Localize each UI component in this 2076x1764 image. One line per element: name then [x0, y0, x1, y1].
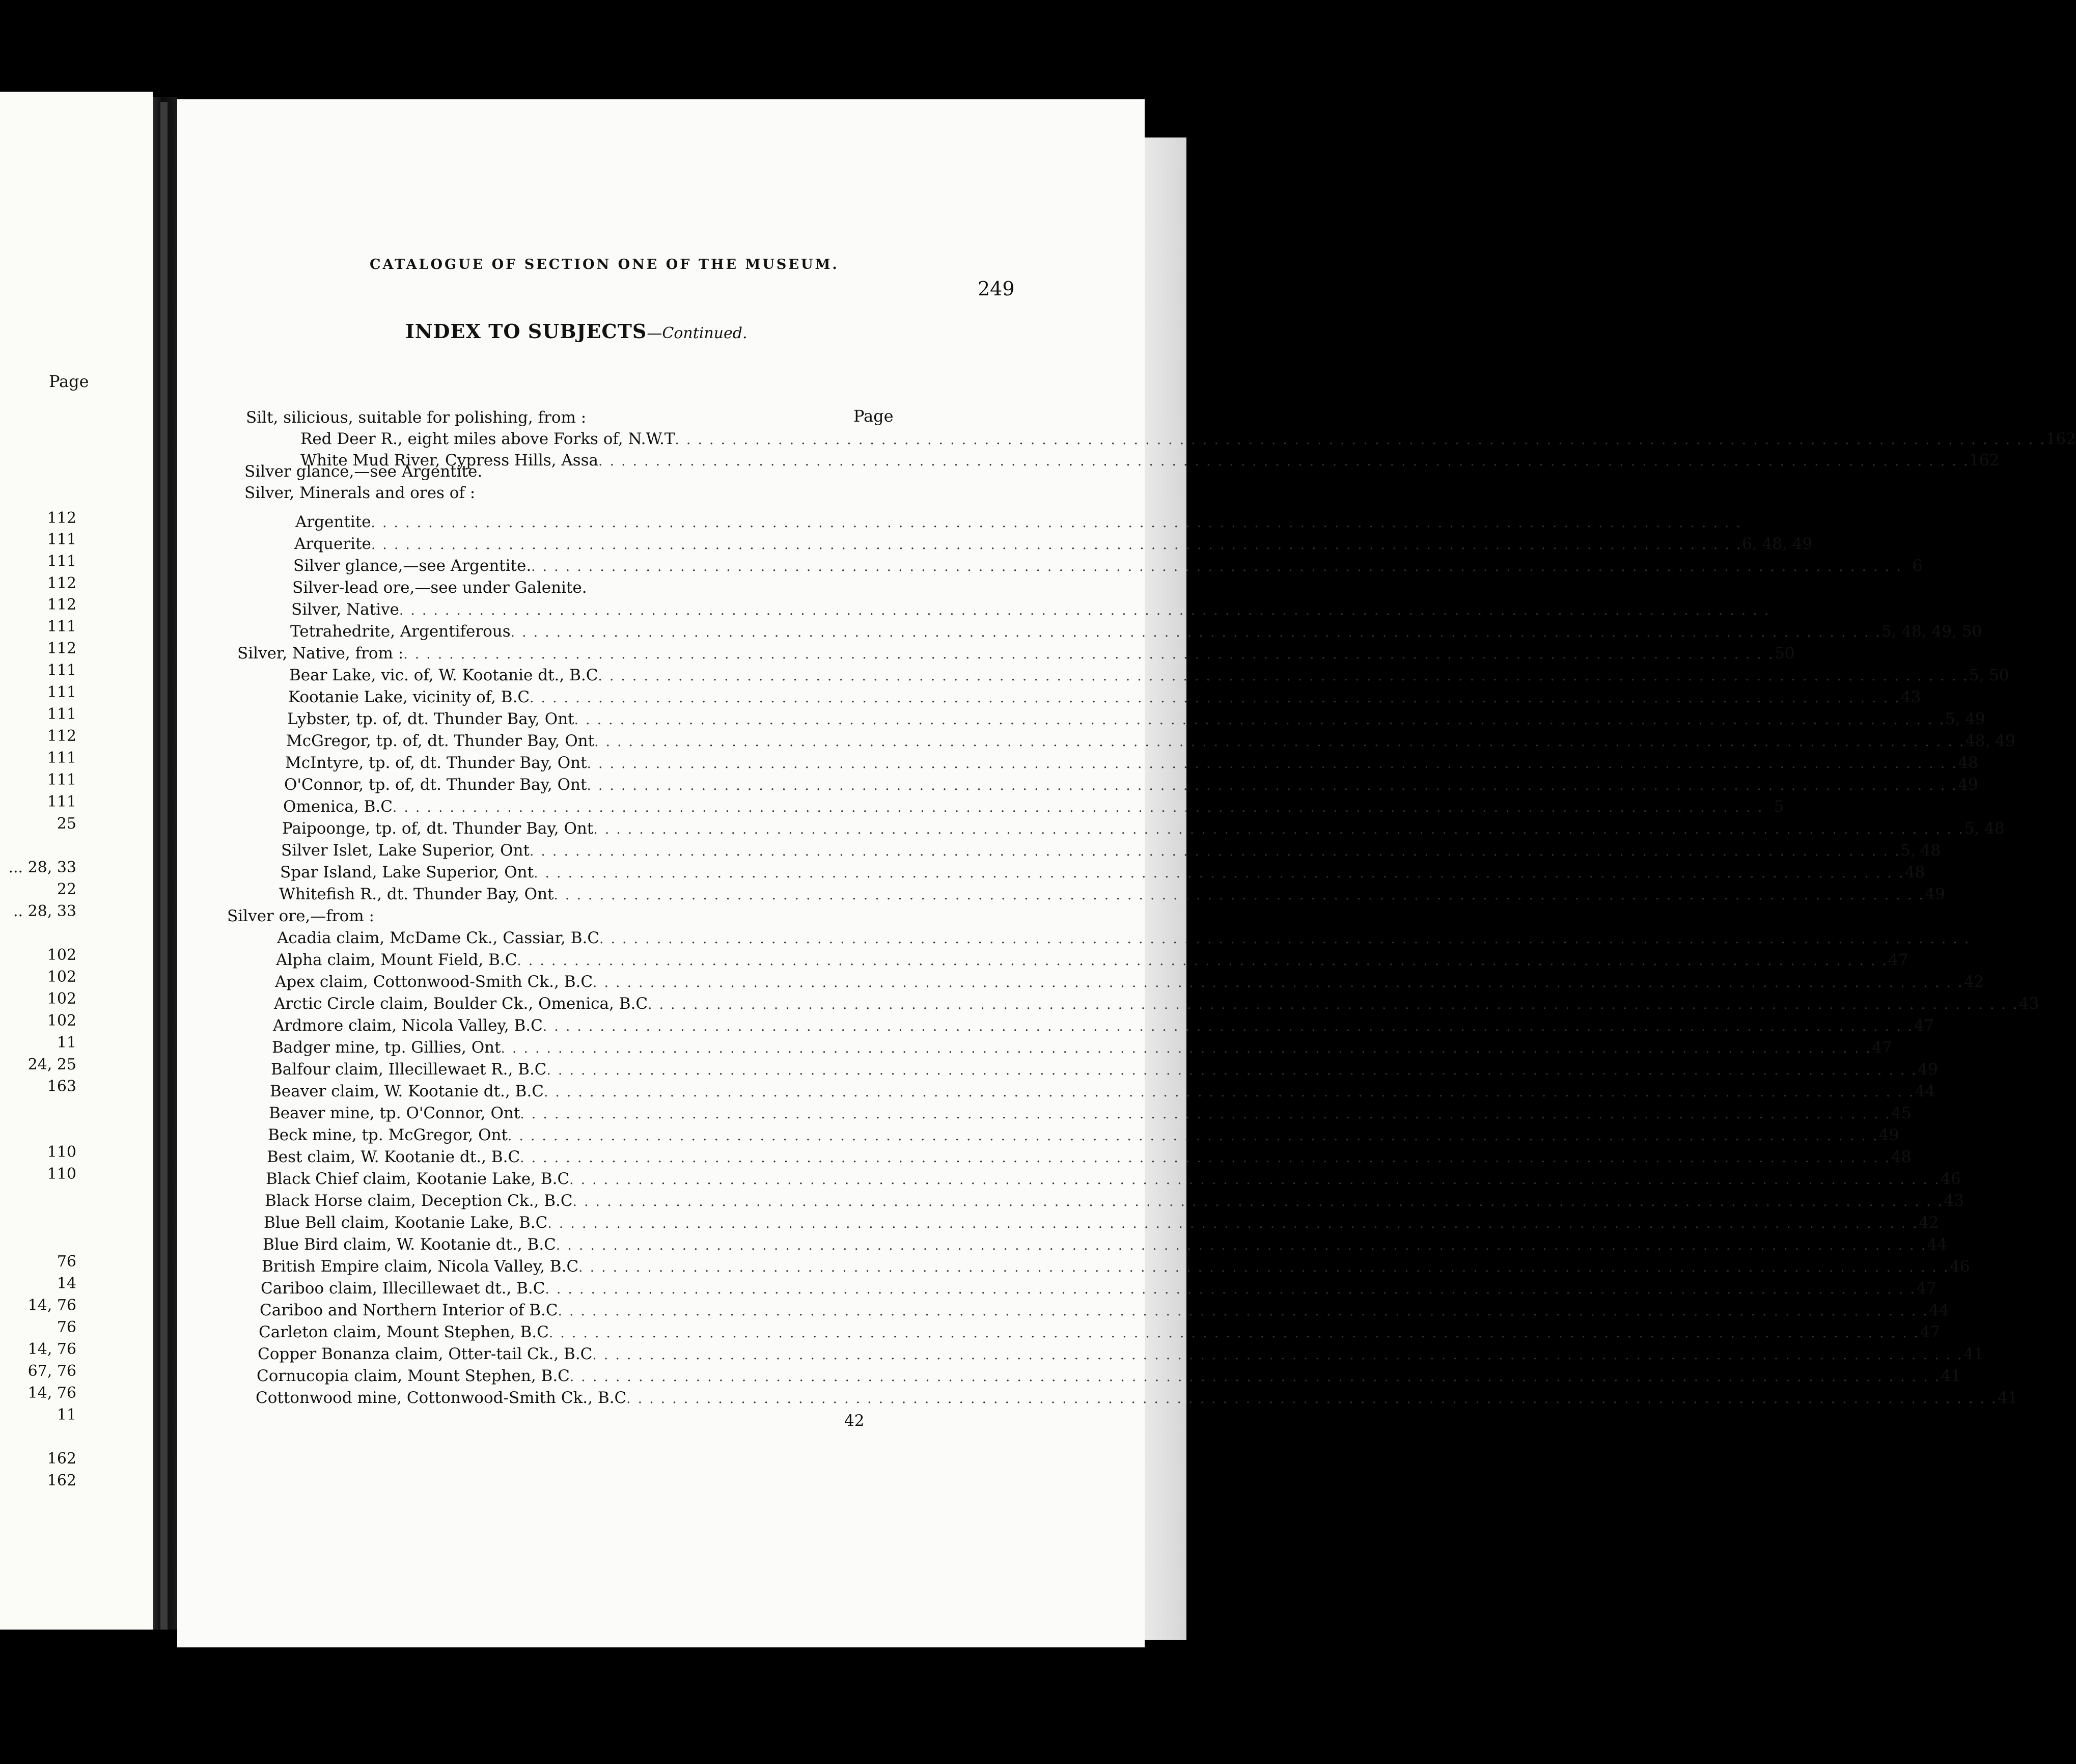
index-entry [262, 1256, 1970, 1277]
left-page-number: ... 28, 33 [8, 859, 76, 876]
trailing-page-number: 42 [844, 1412, 865, 1430]
left-page-number: 111 [47, 662, 76, 679]
left-page-number: 111 [47, 618, 76, 636]
leader-dots: . . . . . . . . . . . . . . . . . . . . . . . . . . . . . . . . . . . . . . . . . . . . . . . . . . . . . . . . . . . . . . . . . . . . . . . . . . . . . . . . . . . . . . . . . . . . . . . . . . . . . . . . . . . . . . . . . . . . . . . . [531, 559, 1902, 574]
entry-text: Cornucopia claim, Mount Stephen, B.C [257, 1367, 570, 1385]
left-page-number: 14, 76 [27, 1384, 76, 1402]
entry-text: Badger mine, tp. Gillies, Ont [272, 1038, 501, 1057]
left-page-number: 163 [47, 1078, 76, 1095]
entry-page-ref: 45 [1891, 1104, 1912, 1122]
entry-page-ref: 5, 48, 49, 50 [1881, 622, 1982, 641]
left-page-number: 102 [47, 1012, 76, 1030]
left-page-number: 14, 76 [27, 1297, 76, 1314]
entry-text: Black Horse claim, Deception Ck., B.C [265, 1192, 573, 1210]
leader-dots: . . . . . . . . . . . . . . . . . . . . . . . . . . . . . . . . . . . . . . . . . . . . . . . . . . . . . . . . . . . . . . . . . . . . . . . . . . . . . . . . . . . . . . . . . . . . . . . . . . . . . . . . . . . . . . . . . . . . . . . . [626, 1391, 1998, 1407]
entry-text: Silver glance,—see Argentite. [244, 462, 483, 481]
index-entry [292, 577, 852, 598]
leader-dots: . . . . . . . . . . . . . . . . . . . . . . . . . . . . . . . . . . . . . . . . . . . . . . . . . . . . . . . . . . . . . . . . . . . . . . . . . . . . . . . . . . . . . . . . . . . . . . . . . . . . . . . . . . . . . . . . . . . . . . . . [572, 1194, 1944, 1209]
index-entry [287, 709, 1985, 729]
leader-dots: . . . . . . . . . . . . . . . . . . . . . . . . . . . . . . . . . . . . . . . . . . . . . . . . . . . . . . . . . . . . . . . . . . . . . . . . . . . . . . . . . . . . . . . . . . . . . . . . . . . . . . . . . . . . . . . . . . . . . . . . [510, 625, 1881, 640]
index-entry [277, 928, 1971, 948]
index-entry [244, 461, 805, 482]
left-page-number: 111 [47, 683, 76, 701]
entry-text: Beaver claim, W. Kootanie dt., B.C [270, 1082, 544, 1100]
entry-text: Beck mine, tp. McGregor, Ont [268, 1126, 508, 1144]
left-page-number: 111 [47, 749, 76, 767]
left-page-number: 102 [47, 990, 76, 1008]
entry-text: McGregor, tp. of, dt. Thunder Bay, Ont [286, 732, 595, 750]
leader-dots: . . . . . . . . . . . . . . . . . . . . . . . . . . . . . . . . . . . . . . . . . . . . . . . . . . . . . . . . . . . . . . . . . . . . . . . . . . . . . . . . . . . . . . . . . . . . . . . . . . . . . . . . . . . . . . . . . . . . . . . . [530, 691, 1901, 706]
entry-text: Omenica, B.C [283, 797, 393, 816]
left-page-number: 112 [47, 596, 76, 614]
left-page-number: 111 [47, 771, 76, 789]
leader-dots: . . . . . . . . . . . . . . . . . . . . . . . . . . . . . . . . . . . . . . . . . . . . . . . . . . . . . . . . . . . . . . . . . . . . . . . . . . . . . . . . . . . . . . . . . . . . . . . . . . . . . . . . . . . . . . . . . . . . . . . . [587, 756, 1958, 771]
index-entry [265, 1191, 1964, 1211]
leader-dots: . . . . . . . . . . . . . . . . . . . . . . . . . . . . . . . . . . . . . . . . . . . . . . . . . . . . . . . . . . . . . . . . . . . . . . . . . . . . . . . . . . . . . . . . . . . . . . . . . . . . . . . . . . . . . . . . . . . . . . . . [598, 454, 1970, 469]
entry-text: Lybster, tp. of, dt. Thunder Bay, Ont [287, 710, 574, 728]
left-facing-page [0, 92, 153, 1630]
index-entry [257, 1366, 1961, 1386]
entry-page-ref: 46 [1949, 1257, 1970, 1276]
entry-text: White Mud River, Cypress Hills, Assa [300, 451, 599, 470]
leader-dots: . . . . . . . . . . . . . . . . . . . . . . . . . . . . . . . . . . . . . . . . . . . . . . . . . . . . . . . . . . . . . . . . . . . . . . . . . . . . . . . . . . . . . . . . . . . . . . . . . . . . . . . . . . . . . . . . . . . . . . . . [392, 800, 1764, 815]
left-page-number: 112 [47, 640, 76, 657]
entry-page-ref: 6 [1912, 557, 1923, 575]
index-entry [263, 1234, 1948, 1255]
leader-dots: . . . . . . . . . . . . . . . . . . . . . . . . . . . . . . . . . . . . . . . . . . . . . . . . . . . . . . . . . . . . . . . . . . . . . . . . . . . . . . . . . . . . . . . . . . . . . . . . . . . . . . . . . . . . . . . . . . . . . . . . [592, 1347, 1963, 1363]
entry-text: McIntyre, tp. of, dt. Thunder Bay, Ont [285, 754, 587, 772]
entry-page-ref: 44 [1915, 1082, 1935, 1100]
entry-page-ref: 44 [1929, 1301, 1949, 1319]
index-entry [244, 483, 805, 503]
index-entry [272, 1037, 1892, 1058]
leader-dots: . . . . . . . . . . . . . . . . . . . . . . . . . . . . . . . . . . . . . . . . . . . . . . . . . . . . . . . . . . . . . . . . . . . . . . . . . . . . . . . . . . . . . . . . . . . . . . . . . . . . . . . . . . . . . . . . . . . . . . . . [558, 1304, 1929, 1319]
entry-page-ref: 41 [1941, 1367, 1961, 1385]
leader-dots: . . . . . . . . . . . . . . . . . . . . . . . . . . . . . . . . . . . . . . . . . . . . . . . . . . . . . . . . . . . . . . . . . . . . . . . . . . . . . . . . . . . . . . . . . . . . . . . . . . . . . . . . . . . . . . . . . . . . . . . . [543, 1085, 1915, 1100]
left-page-number: 110 [47, 1165, 76, 1183]
entry-text: Cariboo claim, Illecillewaet dt., B.C [261, 1279, 545, 1298]
left-page-number: 112 [47, 574, 76, 592]
index-entry [246, 407, 857, 428]
entry-text: Silver ore,—from : [227, 907, 374, 925]
entry-text: O'Connor, tp. of, dt. Thunder Bay, Ont [284, 776, 587, 794]
leader-dots: . . . . . . . . . . . . . . . . . . . . . . . . . . . . . . . . . . . . . . . . . . . . . . . . . . . . . . . . . . . . . . . . . . . . . . . . . . . . . . . . . . . . . . . . . . . . . . . . . . . . . . . . . . . . . . . . . . . . . . . . [507, 1128, 1879, 1144]
index-entry [260, 1300, 1949, 1320]
index-entry [281, 840, 1941, 861]
entry-text: Whitefish R., dt. Thunder Bay, Ont [279, 885, 554, 903]
index-entry [294, 534, 1813, 554]
entry-text: Red Deer R., eight miles above Forks of, N.W.T [300, 430, 675, 448]
left-page-number: 22 [57, 880, 76, 898]
left-page-number: 112 [47, 727, 76, 745]
entry-page-ref: 42 [1919, 1214, 1939, 1232]
entry-page-ref: 48 [1904, 863, 1925, 881]
entry-page-ref: 41 [1963, 1345, 1984, 1363]
entry-text: Cariboo and Northern Interior of B.C [260, 1301, 558, 1319]
entry-text: Argentite [295, 513, 371, 531]
index-entry [285, 753, 1978, 773]
index-entry [270, 1081, 1935, 1101]
left-page-number: 162 [47, 1450, 76, 1468]
index-entry [256, 1388, 2018, 1408]
left-page-number: 76 [57, 1253, 76, 1271]
left-page-number: 112 [47, 509, 76, 527]
index-entry [271, 1059, 1938, 1080]
page-number: 249 [978, 278, 1015, 300]
index-entry [289, 665, 2009, 685]
left-page-number: 67, 76 [27, 1362, 76, 1380]
entry-text: Kootanie Lake, vicinity of, B.C [288, 688, 530, 706]
entry-text: Paipoonge, tp. of, dt. Thunder Bay, Ont [282, 819, 594, 838]
leader-dots: . . . . . . . . . . . . . . . . . . . . . . . . . . . . . . . . . . . . . . . . . . . . . . . . . . . . . . . . . . . . . . . . . . . . . . . . . . . . . . . . . . . . . . . . . . . . . . . . . . . . . . . . . . . . . . . . . . . . . . . . [501, 1041, 1872, 1056]
leader-dots: . . . . . . . . . . . . . . . . . . . . . . . . . . . . . . . . . . . . . . . . . . . . . . . . . . . . . . . . . . . . . . . . . . . . . . . . . . . . . . . . . . . . . . . . . . . . . . . . . . . . . . . . . . . . . . . . . . . . . . . . [599, 931, 1971, 947]
leader-dots: . . . . . . . . . . . . . . . . . . . . . . . . . . . . . . . . . . . . . . . . . . . . . . . . . . . . . . . . . . . . . . . . . . . . . . . . . . . . . . . . . . . . . . . . . . . . . . . . . . . . . . . . . . . . . . . . . . . . . . . . [517, 953, 1888, 969]
index-title-suffix: —Continued. [647, 324, 748, 342]
entry-page-ref: 6, 48, 49 [1742, 535, 1813, 553]
index-entry [237, 643, 1795, 664]
index-entry [227, 906, 787, 926]
entry-page-ref: 48, 49 [1965, 732, 2015, 750]
leader-dots: . . . . . . . . . . . . . . . . . . . . . . . . . . . . . . . . . . . . . . . . . . . . . . . . . . . . . . . . . . . . . . . . . . . . . . . . . . . . . . . . . . . . . . . . . . . . . . . . . . . . . . . . . . . . . . . . . . . . . . . . [547, 1216, 1919, 1231]
leader-dots: . . . . . . . . . . . . . . . . . . . . . . . . . . . . . . . . . . . . . . . . . . . . . . . . . . . . . . . . . . . . . . . . . . . . . . . . . . . . . . . . . . . . . . . . . . . . . . . . . . . . . . . . . . . . . . . . . . . . . . . . [553, 888, 1925, 903]
entry-text: Silver, Native [291, 600, 399, 619]
index-entry [280, 862, 1925, 883]
entry-text: Silver, Native, from : [237, 644, 404, 663]
entry-page-ref: 47 [1872, 1038, 1892, 1057]
binding-strip [160, 102, 168, 1630]
entry-text: Black Chief claim, Kootanie Lake, B.C [266, 1170, 570, 1188]
index-entry [295, 512, 1742, 532]
entry-page-ref: 49 [1925, 885, 1945, 903]
index-entry [275, 972, 1984, 992]
leader-dots: . . . . . . . . . . . . . . . . . . . . . . . . . . . . . . . . . . . . . . . . . . . . . . . . . . . . . . . . . . . . . . . . . . . . . . . . . . . . . . . . . . . . . . . . . . . . . . . . . . . . . . . . . . . . . . . . . . . . . . . . [545, 1282, 1916, 1297]
leader-dots: . . . . . . . . . . . . . . . . . . . . . . . . . . . . . . . . . . . . . . . . . . . . . . . . . . . . . . . . . . . . . . . . . . . . . . . . . . . . . . . . . . . . . . . . . . . . . . . . . . . . . . . . . . . . . . . . . . . . . . . . [594, 734, 1966, 750]
entry-page-ref: 5, 50 [1969, 666, 2009, 684]
index-entry [261, 1278, 1936, 1299]
entry-text: Silver Islet, Lake Superior, Ont [281, 841, 530, 860]
entry-page-ref: 5, 49 [1945, 710, 1985, 728]
left-page-number: 24, 25 [27, 1056, 76, 1073]
entry-page-ref: 48 [1958, 754, 1978, 772]
entry-page-ref: 162 [2045, 430, 2076, 448]
entry-text: Spar Island, Lake Superior, Ont [280, 863, 534, 881]
entry-page-ref: 44 [1927, 1235, 1948, 1254]
leader-dots: . . . . . . . . . . . . . . . . . . . . . . . . . . . . . . . . . . . . . . . . . . . . . . . . . . . . . . . . . . . . . . . . . . . . . . . . . . . . . . . . . . . . . . . . . . . . . . . . . . . . . . . . . . . . . . . . . . . . . . . . [556, 1238, 1927, 1253]
index-entry [279, 884, 1945, 904]
left-page-number: 11 [57, 1406, 76, 1424]
entry-text: Arctic Circle claim, Boulder Ck., Omenica, B.C [274, 995, 648, 1013]
entry-text: Silver glance,—see Argentite. [293, 557, 532, 575]
leader-dots: . . . . . . . . . . . . . . . . . . . . . . . . . . . . . . . . . . . . . . . . . . . . . . . . . . . . . . . . . . . . . . . . . . . . . . . . . . . . . . . . . . . . . . . . . . . . . . . . . . . . . . . . . . . . . . . . . . . . . . . . [399, 603, 1770, 618]
left-page-number: .. 28, 33 [13, 902, 76, 920]
index-entry [274, 994, 2039, 1014]
entry-text: Tetrahedrite, Argentiferous [290, 622, 511, 641]
entry-text: Beaver mine, tp. O'Connor, Ont [269, 1104, 520, 1122]
leader-dots: . . . . . . . . . . . . . . . . . . . . . . . . . . . . . . . . . . . . . . . . . . . . . . . . . . . . . . . . . . . . . . . . . . . . . . . . . . . . . . . . . . . . . . . . . . . . . . . . . . . . . . . . . . . . . . . . . . . . . . . . [520, 1150, 1891, 1166]
index-entry [284, 775, 1978, 795]
left-page-number: 14 [57, 1275, 76, 1292]
index-title-main: INDEX TO SUBJECTS [405, 320, 647, 343]
entry-text: Arquerite [294, 535, 371, 553]
entry-text: Carleton claim, Mount Stephen, B.C [259, 1323, 549, 1341]
entry-text: Silver-lead ore,—see under Galenite. [292, 578, 587, 597]
index-title [405, 320, 747, 343]
leader-dots: . . . . . . . . . . . . . . . . . . . . . . . . . . . . . . . . . . . . . . . . . . . . . . . . . . . . . . . . . . . . . . . . . . . . . . . . . . . . . . . . . . . . . . . . . . . . . . . . . . . . . . . . . . . . . . . . . . . . . . . . [534, 866, 1905, 881]
entry-text: Silver, Minerals and ores of : [244, 484, 476, 502]
index-entry [282, 818, 2005, 839]
left-page-number: 14, 76 [27, 1340, 76, 1358]
entry-text: Cottonwood mine, Cottonwood-Smith Ck., B.C [256, 1389, 627, 1407]
entry-page-ref: 49 [1918, 1060, 1938, 1079]
index-entry [269, 1103, 1912, 1123]
entry-page-ref: 42 [1963, 973, 1984, 991]
index-entry [293, 556, 1923, 576]
left-page-number: 11 [57, 1034, 76, 1052]
left-page-number: 111 [47, 553, 76, 570]
index-entry [264, 1212, 1939, 1233]
leader-dots: . . . . . . . . . . . . . . . . . . . . . . . . . . . . . . . . . . . . . . . . . . . . . . . . . . . . . . . . . . . . . . . . . . . . . . . . . . . . . . . . . . . . . . . . . . . . . . . . . . . . . . . . . . . . . . . . . . . . . . . . [529, 844, 1901, 859]
entry-page-ref: 5, 48 [1900, 841, 1941, 860]
leader-dots: . . . . . . . . . . . . . . . . . . . . . . . . . . . . . . . . . . . . . . . . . . . . . . . . . . . . . . . . . . . . . . . . . . . . . . . . . . . . . . . . . . . . . . . . . . . . . . . . . . . . . . . . . . . . . . . . . . . . . . . . [569, 1369, 1941, 1385]
leader-dots: . . . . . . . . . . . . . . . . . . . . . . . . . . . . . . . . . . . . . . . . . . . . . . . . . . . . . . . . . . . . . . . . . . . . . . . . . . . . . . . . . . . . . . . . . . . . . . . . . . . . . . . . . . . . . . . . . . . . . . . . [403, 647, 1775, 662]
entry-page-ref: 47 [1920, 1323, 1941, 1341]
left-page-number: 111 [47, 793, 76, 811]
entry-page-ref: 41 [1997, 1389, 2018, 1407]
left-page-number: 162 [47, 1472, 76, 1490]
entry-page-ref: 47 [1914, 1016, 1934, 1035]
leader-dots: . . . . . . . . . . . . . . . . . . . . . . . . . . . . . . . . . . . . . . . . . . . . . . . . . . . . . . . . . . . . . . . . . . . . . . . . . . . . . . . . . . . . . . . . . . . . . . . . . . . . . . . . . . . . . . . . . . . . . . . . [587, 778, 1958, 793]
left-page-number: 111 [47, 531, 76, 548]
entry-text: Ardmore claim, Nicola Valley, B.C [273, 1016, 543, 1035]
left-page-number: 102 [47, 968, 76, 986]
left-page-number: 76 [57, 1318, 76, 1336]
leader-dots: . . . . . . . . . . . . . . . . . . . . . . . . . . . . . . . . . . . . . . . . . . . . . . . . . . . . . . . . . . . . . . . . . . . . . . . . . . . . . . . . . . . . . . . . . . . . . . . . . . . . . . . . . . . . . . . . . . . . . . . . [371, 515, 1742, 531]
entry-page-ref: 43 [2018, 995, 2039, 1013]
entry-page-ref: 47 [1888, 951, 1908, 969]
entry-text: Bear Lake, vic. of, W. Kootanie dt., B.C [289, 666, 598, 684]
index-entry [288, 687, 1921, 707]
index-entry [291, 599, 1770, 620]
leader-dots: . . . . . . . . . . . . . . . . . . . . . . . . . . . . . . . . . . . . . . . . . . . . . . . . . . . . . . . . . . . . . . . . . . . . . . . . . . . . . . . . . . . . . . . . . . . . . . . . . . . . . . . . . . . . . . . . . . . . . . . . [578, 1260, 1950, 1275]
left-page-header: Page [49, 372, 89, 391]
left-page-number: 25 [57, 815, 76, 833]
entry-text: Balfour claim, Illecillewaet R., B.C [271, 1060, 547, 1079]
leader-dots: . . . . . . . . . . . . . . . . . . . . . . . . . . . . . . . . . . . . . . . . . . . . . . . . . . . . . . . . . . . . . . . . . . . . . . . . . . . . . . . . . . . . . . . . . . . . . . . . . . . . . . . . . . . . . . . . . . . . . . . . [574, 712, 1945, 728]
entry-text: Blue Bird claim, W. Kootanie dt., B.C [263, 1235, 556, 1254]
index-entry [286, 731, 2015, 751]
entry-text: Apex claim, Cottonwood-Smith Ck., B.C [275, 973, 593, 991]
entry-page-ref: 5 [1774, 797, 1784, 816]
index-entry [266, 1169, 1961, 1189]
index-entry [276, 950, 1908, 970]
leader-dots: . . . . . . . . . . . . . . . . . . . . . . . . . . . . . . . . . . . . . . . . . . . . . . . . . . . . . . . . . . . . . . . . . . . . . . . . . . . . . . . . . . . . . . . . . . . . . . . . . . . . . . . . . . . . . . . . . . . . . . . . [548, 1326, 1920, 1341]
page-column-label: Page [853, 406, 894, 426]
leader-dots: . . . . . . . . . . . . . . . . . . . . . . . . . . . . . . . . . . . . . . . . . . . . . . . . . . . . . . . . . . . . . . . . . . . . . . . . . . . . . . . . . . . . . . . . . . . . . . . . . . . . . . . . . . . . . . . . . . . . . . . . [546, 1063, 1918, 1078]
leader-dots: . . . . . . . . . . . . . . . . . . . . . . . . . . . . . . . . . . . . . . . . . . . . . . . . . . . . . . . . . . . . . . . . . . . . . . . . . . . . . . . . . . . . . . . . . . . . . . . . . . . . . . . . . . . . . . . . . . . . . . . . [371, 537, 1742, 553]
index-entry [258, 1344, 1984, 1364]
index-entry [290, 621, 1982, 642]
entry-text: Acadia claim, McDame Ck., Cassiar, B.C [277, 929, 600, 947]
entry-page-ref: 43 [1944, 1192, 1964, 1210]
left-page-number: 102 [47, 946, 76, 964]
index-entry [273, 1015, 1934, 1036]
left-page-number: 111 [47, 705, 76, 723]
leader-dots: . . . . . . . . . . . . . . . . . . . . . . . . . . . . . . . . . . . . . . . . . . . . . . . . . . . . . . . . . . . . . . . . . . . . . . . . . . . . . . . . . . . . . . . . . . . . . . . . . . . . . . . . . . . . . . . . . . . . . . . . [593, 822, 1964, 837]
entry-text: Copper Bonanza claim, Otter-tail Ck., B.C [258, 1345, 593, 1363]
leader-dots: . . . . . . . . . . . . . . . . . . . . . . . . . . . . . . . . . . . . . . . . . . . . . . . . . . . . . . . . . . . . . . . . . . . . . . . . . . . . . . . . . . . . . . . . . . . . . . . . . . . . . . . . . . . . . . . . . . . . . . . . [520, 1107, 1891, 1122]
entry-page-ref: 50 [1775, 644, 1795, 663]
index-entry [283, 796, 1784, 817]
leader-dots: . . . . . . . . . . . . . . . . . . . . . . . . . . . . . . . . . . . . . . . . . . . . . . . . . . . . . . . . . . . . . . . . . . . . . . . . . . . . . . . . . . . . . . . . . . . . . . . . . . . . . . . . . . . . . . . . . . . . . . . . [598, 669, 1969, 684]
leader-dots: . . . . . . . . . . . . . . . . . . . . . . . . . . . . . . . . . . . . . . . . . . . . . . . . . . . . . . . . . . . . . . . . . . . . . . . . . . . . . . . . . . . . . . . . . . . . . . . . . . . . . . . . . . . . . . . . . . . . . . . . [593, 975, 1964, 990]
entry-text: British Empire claim, Nicola Valley, B.C [262, 1257, 579, 1276]
leader-dots: . . . . . . . . . . . . . . . . . . . . . . . . . . . . . . . . . . . . . . . . . . . . . . . . . . . . . . . . . . . . . . . . . . . . . . . . . . . . . . . . . . . . . . . . . . . . . . . . . . . . . . . . . . . . . . . . . . . . . . . . [648, 997, 2019, 1012]
index-entry [259, 1322, 1941, 1342]
entry-page-ref: 49 [1958, 776, 1978, 794]
running-head: CATALOGUE OF SECTION ONE OF THE MUSEUM. [370, 257, 839, 272]
entry-page-ref: 49 [1878, 1126, 1899, 1144]
entry-page-ref: 5, 48 [1964, 819, 2005, 838]
left-page-number: 110 [47, 1143, 76, 1161]
entry-page-ref: 48 [1891, 1148, 1912, 1166]
index-entry [300, 429, 2076, 449]
entry-text: Blue Bell claim, Kootanie Lake, B.C [264, 1214, 548, 1232]
entry-text: Alpha claim, Mount Field, B.C [276, 951, 517, 969]
leader-dots: . . . . . . . . . . . . . . . . . . . . . . . . . . . . . . . . . . . . . . . . . . . . . . . . . . . . . . . . . . . . . . . . . . . . . . . . . . . . . . . . . . . . . . . . . . . . . . . . . . . . . . . . . . . . . . . . . . . . . . . . [569, 1172, 1941, 1188]
entry-page-ref: 46 [1940, 1170, 1961, 1188]
entry-text: Silt, silicious, suitable for polishing, from : [246, 408, 587, 427]
entry-text: Best claim, W. Kootanie dt., B.C [267, 1148, 520, 1166]
entry-page-ref: 43 [1900, 688, 1921, 706]
leader-dots: . . . . . . . . . . . . . . . . . . . . . . . . . . . . . . . . . . . . . . . . . . . . . . . . . . . . . . . . . . . . . . . . . . . . . . . . . . . . . . . . . . . . . . . . . . . . . . . . . . . . . . . . . . . . . . . . . . . . . . . . [542, 1019, 1914, 1034]
leader-dots: . . . . . . . . . . . . . . . . . . . . . . . . . . . . . . . . . . . . . . . . . . . . . . . . . . . . . . . . . . . . . . . . . . . . . . . . . . . . . . . . . . . . . . . . . . . . . . . . . . . . . . . . . . . . . . . . . . . . . . . . [675, 432, 2046, 448]
index-entry [268, 1125, 1899, 1145]
index-entry [267, 1147, 1912, 1167]
entry-page-ref: 47 [1916, 1279, 1936, 1298]
entry-page-ref: 162 [1969, 451, 2000, 470]
